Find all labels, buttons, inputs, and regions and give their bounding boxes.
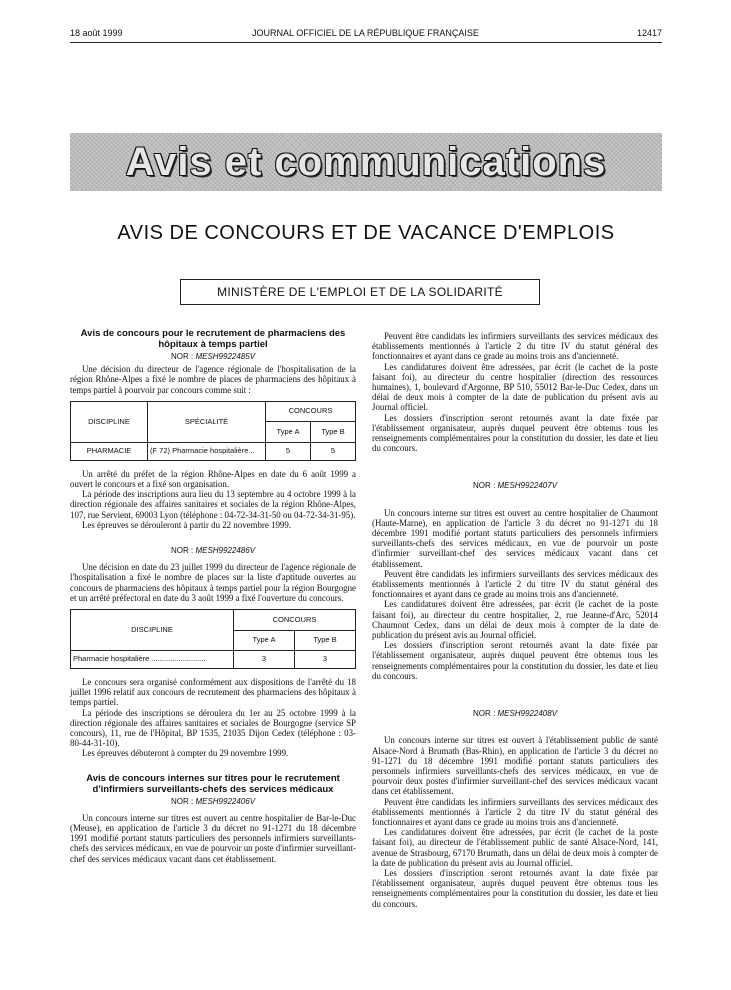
paragraph: Les épreuves débuteront à compter du 29 novembre 1999. (82, 748, 289, 759)
table-header-concours: CONCOURS (234, 610, 356, 631)
ministry-box: MINISTÈRE DE L'EMPLOI ET DE LA SOLIDARITÉ (180, 279, 540, 305)
table-header-specialite: SPÉCIALITÉ (148, 401, 266, 442)
table-cell-type-a: 3 (234, 651, 295, 669)
banner-title: Avis et communications (125, 139, 607, 184)
nor-reference: NOR : MESH9922406V (170, 796, 256, 806)
paragraph: Peuvent être candidats les infirmiers surveillants des services médicaux des établissements mentionnés à l'article 2 du titre IV du statut général des fonctionnaires et ayant dans ce grade au moins trois ans d'ancienneté. (372, 568, 658, 600)
header-date: 18 août 1999 (70, 28, 123, 38)
paragraph: Une décision en date du 23 juillet 1999 du directeur de l'agence régionale de l'hospitalisation a fixé le nombre de places sur la liste d'aptitude ouvertes au concours de pharmaciens des hôpitaux à temps partiel pour la région Bourgogne et un arrêté préfectoral en date du 3 août 1999 a fixé l'ouverture du concours. (70, 562, 356, 603)
table-header-type-b: Type B (311, 422, 356, 443)
section-banner (70, 133, 662, 191)
nor-reference: NOR : MESH9922486V (170, 546, 256, 556)
paragraph: Les candidatures doivent être adressées, par écrit (le cachet de la poste faisant foi), au directeur de l'établissement public de santé Alsace-Nord, 141, avenue de Strasbourg, 67170 Brumath, dans un délai de deux mois à compter de la date de publication du présent avis au Journal officiel. (372, 827, 658, 868)
nor-reference: NOR : MESH9922408V (472, 709, 558, 719)
places-table (70, 609, 356, 669)
paragraph: Un concours interne sur titres est ouvert à l'établissement public de santé Alsace-Nord à Brumath (Bas-Rhin), en application de l'article 3 du décret no 91-1271 du 18 décembre 1991 modifié portant statuts particuliers des personnels infirmiers surveillants-chefs des services médicaux, en vue de pourvoir deux postes d'infirmier surveillant-chef des services médicaux vacant dans cet établissement. (372, 735, 658, 797)
article-title: Avis de concours internes sur titres pour le recrutement d'infirmiers surveillants-chefs des services médicaux (86, 772, 340, 795)
paragraph: Les dossiers d'inscription seront retournés avant la date fixée par l'établissement organisateur, auprès duquel peuvent être obtenus tous les renseignements complémentaires pour la constitution du dossier, les date et lieu du concours. (372, 412, 658, 454)
table-cell-discipline: Pharmacie hospitalière .......................... (71, 651, 234, 669)
paragraph: Les épreuves se dérouleront à partir du 22 novembre 1999. (82, 519, 291, 530)
table-cell-type-a: 5 (266, 442, 311, 460)
table-header-discipline: DISCIPLINE (71, 610, 234, 651)
paragraph: Un arrêté du préfet de la région Rhône-Alpes en date du 6 août 1999 a ouvert le concours et a fixé son organisation. (70, 468, 356, 490)
table-cell-specialite: (F 72) Pharmacie hospitalière... (148, 442, 266, 460)
paragraph: Un concours interne sur titres est ouvert au centre hospitalier de Chaumont (Haute-Marne), en application de l'article 3 du décret no 91-1271 du 18 décembre 1991 modifié portant statuts particuliers des personnels infirmiers surveillants-chefs des services médicaux, en vue de pourvoir un poste d'infirmier surveillant-chef des services médicaux vacant dans cet établissement. (372, 507, 658, 569)
paragraph: La période des inscriptions se déroulera du 1er au 25 octobre 1999 à la direction régionale des affaires sanitaires et sociales de Bourgogne (service SP concours), 11, rue de l'Hôpital, BP 1535, 21035 Dijon Cedex (téléphone : 03-80-44-31-10). (70, 707, 356, 749)
page-title: AVIS DE CONCOURS ET DE VACANCE D'EMPLOIS (117, 222, 615, 244)
nor-reference: NOR : MESH9922407V (472, 481, 558, 491)
table-cell-type-b: 5 (311, 442, 356, 460)
article-title: Avis de concours pour le recrutement de pharmaciens des hôpitaux à temps partiel (80, 328, 346, 350)
table-cell-discipline: PHARMACIE (71, 442, 148, 460)
paragraph: Les dossiers d'inscription seront retournés avant la date fixée par l'établissement organisateur, auprès duquel peuvent être obtenus tous les renseignements complémentaires pour la constitution du dossier, les date et lieu du concours. (372, 640, 658, 681)
nor-reference: NOR : MESH9922485V (170, 352, 256, 361)
paragraph: Une décision du directeur de l'agence régionale de l'hospitalisation de la région Rhône-Alpes a fixé le nombre de places de pharmaciens des hôpitaux à temps partiel à pourvoir par concours comme suit : (70, 364, 356, 395)
paragraph: Le concours sera organisé conformément aux dispositions de l'arrêté du 18 juillet 1996 relatif aux concours de recrutement des pharmaciens des hôpitaux à temps partiel. (70, 677, 356, 708)
header-rule (70, 42, 662, 43)
paragraph: Peuvent être candidats les infirmiers surveillants des services médicaux des établissements mentionnés à l'article 2 du titre IV du statut général des fonctionnaires et ayant dans ce grade au moins trois ans d'ancienneté. (372, 331, 658, 362)
table-header-discipline: DISCIPLINE (71, 401, 148, 442)
table-header-type-a: Type A (266, 422, 311, 443)
left-column (70, 328, 356, 864)
paragraph: Les candidatures doivent être adressées, par écrit (le cachet de la poste faisant foi), au directeur du centre hospitalier (direction des ressources humaines), 1, boulevard d'Argonne, BP 510, 55012 Bar-le-Duc Cedex, dans un délai de deux mois à compter de la date de publication du présent avis au Journal officiel. (372, 361, 658, 413)
header-journal-title: JOURNAL OFFICIEL DE LA RÉPUBLIQUE FRANÇAISE (252, 28, 479, 38)
paragraph: Les candidatures doivent être adressées, par écrit (le cachet de la poste faisant foi), au directeur du centre hospitalier, 2, rue Jeanne-d'Arc, 52014 Chaumont Cedex, dans un délai de deux mois à compter de la date de publication du présent avis au Journal officiel. (372, 599, 658, 641)
header-page-number: 12417 (636, 28, 662, 38)
paragraph: Peuvent être candidats les infirmiers surveillants des services médicaux des établissements mentionnés à l'article 2 du titre IV du statut général des fonctionnaires et ayant dans ce grade au moins trois ans d'ancienneté. (372, 796, 658, 827)
table-cell-type-b: 3 (295, 651, 356, 669)
right-column (372, 331, 658, 909)
paragraph: Un concours interne sur titres est ouvert au centre hospitalier de Bar-le-Duc (Meuse), en application de l'article 3 du décret no 91-1271 du 18 décembre 1991 modifié portant statuts particuliers des personnels infirmiers surveillants-chefs des services médicaux, en vue de pourvoir un poste d'infirmier surveillant-chef des services médicaux vacant dans cet établissement. (70, 812, 357, 864)
table-header-concours: CONCOURS (266, 401, 356, 422)
table-header-type-b: Type B (295, 630, 356, 651)
paragraph: Les dossiers d'inscription seront retournés avant la date fixée par l'établissement organisateur, auprès duquel peuvent être obtenus tous les renseignements complémentaires pour la constitution du dossier, les date et lieu du concours. (372, 867, 658, 909)
places-table (70, 401, 356, 461)
paragraph: La période des inscriptions aura lieu du 13 septembre au 4 octobre 1999 à la direction régionale des affaires sanitaires et sociales de la région Rhône-Alpes, 107, rue Servient, 69003 Lyon (téléphone : 04-72-34-31-50 ou 04-72-34-31-95). (70, 489, 356, 520)
table-header-type-a: Type A (234, 630, 295, 651)
